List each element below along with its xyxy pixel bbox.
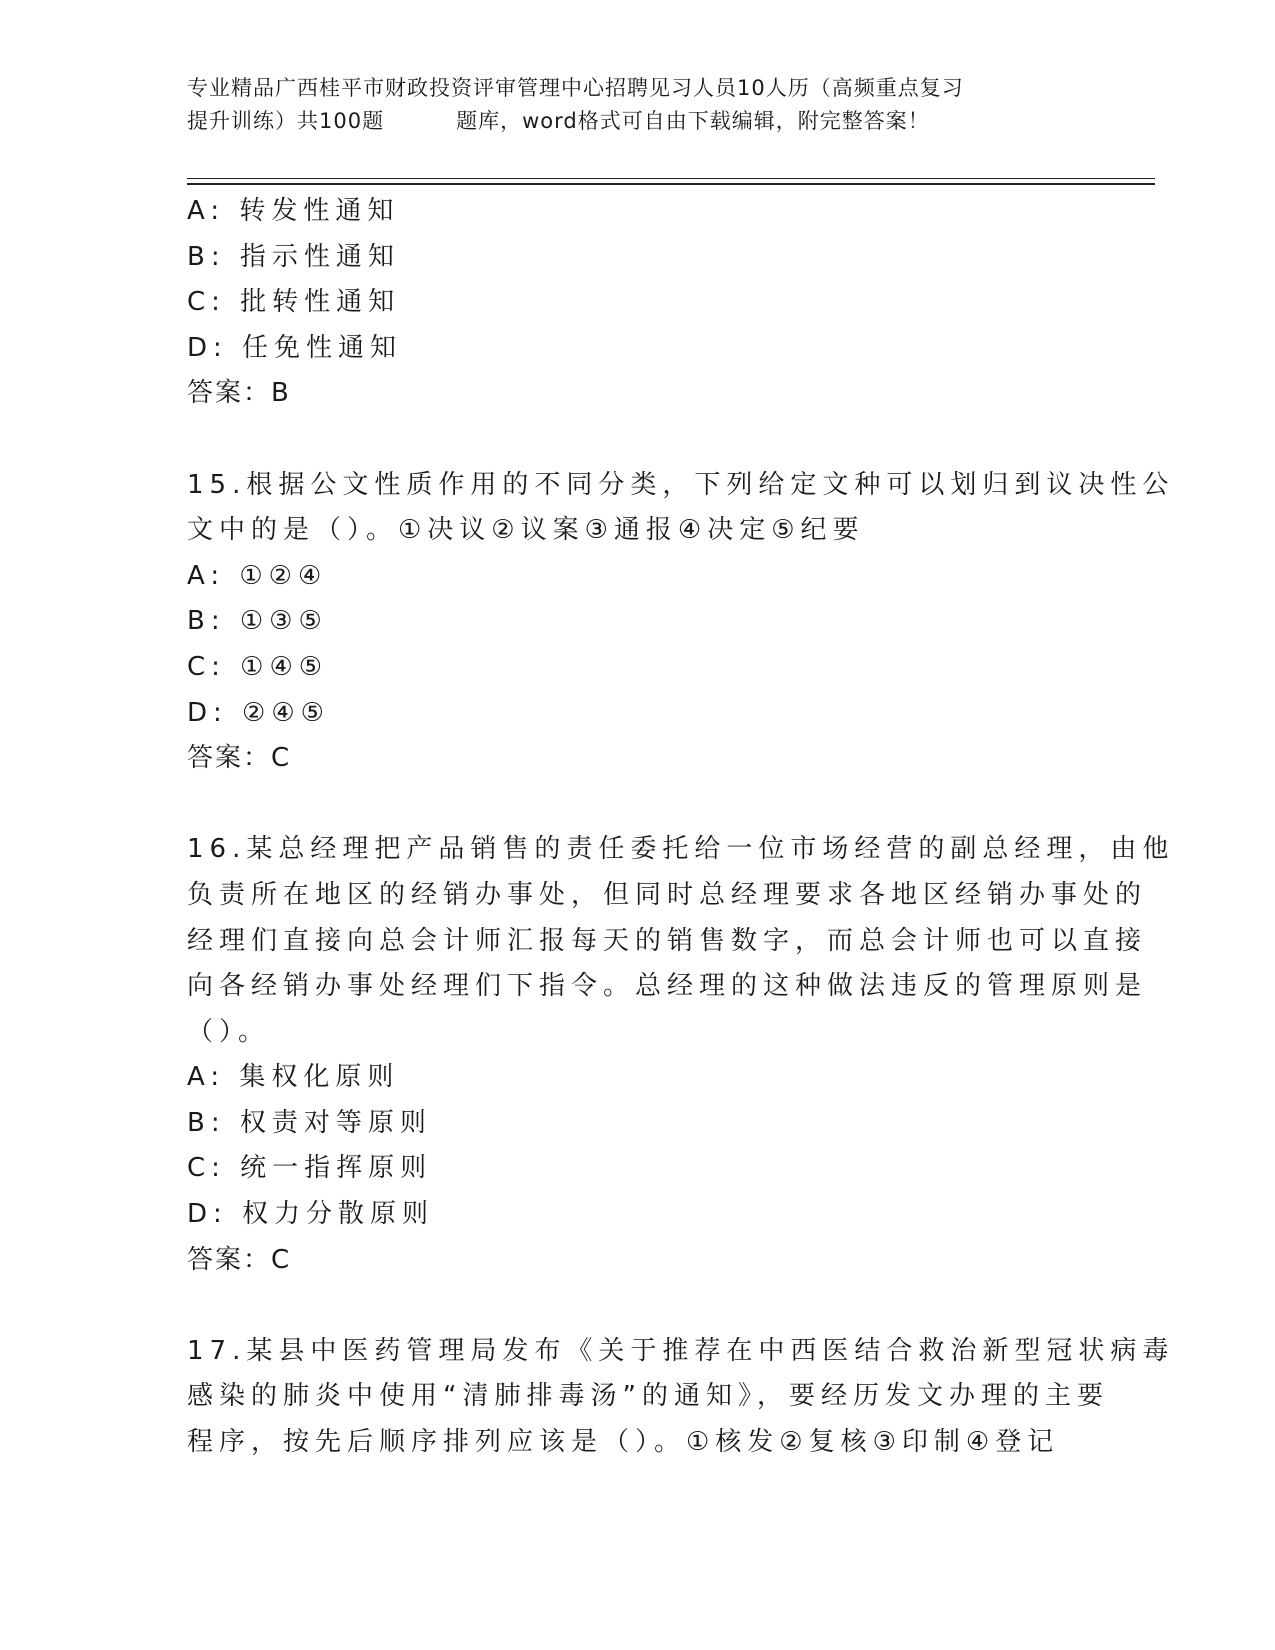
option-d: D: 权力分散原则 [187, 1199, 435, 1230]
question-stem-line: 负责所在地区的经销办事处，但同时总经理要求各地区经销办事处的 [187, 879, 1148, 910]
question-15 [187, 463, 1175, 782]
option-a: A: 转发性通知 [187, 196, 400, 226]
question-17 [187, 1329, 1175, 1466]
header-line-2-part-b: 题库，word格式可自由下载编辑，附完整答案！ [456, 109, 930, 133]
header-line-1: 专业精品广西桂平市财政投资评审管理中心招聘见习人员10人历（高频重点复习 [187, 76, 964, 100]
question-stem-line: 16.某总经理把产品销售的责任委托给一位市场经营的副总经理，由他 [187, 834, 1175, 865]
option-b: B: 权责对等原则 [187, 1107, 432, 1138]
header-divider-thick [187, 183, 1155, 185]
header-divider-thin [187, 178, 1155, 179]
option-c: C: 批转性通知 [187, 287, 401, 318]
option-b: B: 指示性通知 [187, 241, 400, 272]
header-line-2-part-a: 提升训练）共100题 [187, 109, 385, 133]
question-stem-line: 15.根据公文性质作用的不同分类，下列给定文种可以划归到议决性公 [187, 469, 1175, 500]
question-stem-line: 17.某县中医药管理局发布《关于推荐在中西医结合救治新型冠状病毒 [187, 1335, 1175, 1366]
question-stem-line: （）。 [187, 1016, 271, 1047]
question-stem-line: 程序，按先后顺序排列应该是（）。①核发②复核③印制④登记 [187, 1427, 1060, 1458]
option-c: C: 统一指挥原则 [187, 1153, 433, 1184]
header-line-2 [187, 105, 1087, 138]
option-c: C: ①④⑤ [187, 651, 329, 682]
question-stem-line: 向各经销办事处经理们下指令。总经理的这种做法违反的管理原则是 [187, 971, 1148, 1002]
document-header [187, 72, 1087, 138]
option-b: B: ①③⑤ [187, 606, 328, 637]
option-d: D: 任免性通知 [187, 332, 403, 363]
question-14 [187, 189, 1087, 417]
answer-line: 答案：C [187, 1244, 292, 1275]
option-a: A: 集权化原则 [187, 1062, 400, 1093]
answer-line: 答案：C [187, 743, 292, 774]
question-list [187, 189, 1175, 1466]
question-16 [187, 827, 1175, 1283]
question-stem-line: 经理们直接向总会计师汇报每天的销售数字，而总会计师也可以直接 [187, 925, 1148, 956]
question-stem-line: 感染的肺炎中使用“清肺排毒汤”的通知》，要经历发文办理的主要 [187, 1381, 1109, 1412]
option-d: D: ②④⑤ [187, 697, 330, 728]
option-a: A: ①②④ [187, 560, 328, 591]
question-stem-line: 文中的是（）。①决议②议案③通报④决定⑤纪要 [187, 515, 865, 546]
answer-line: 答案：B [187, 378, 291, 409]
